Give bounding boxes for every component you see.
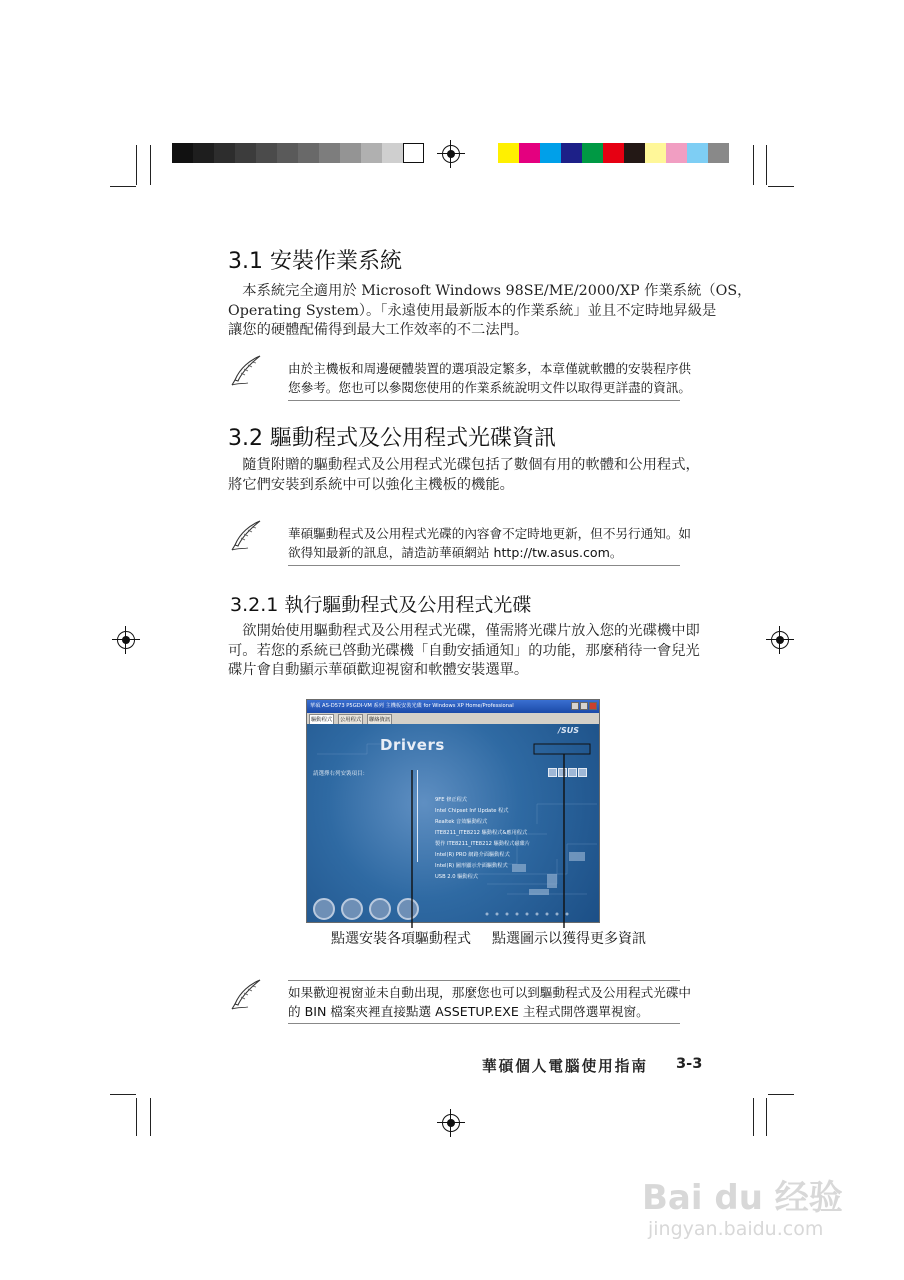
- color-swatch: [687, 143, 708, 163]
- final-note: [288, 983, 691, 1021]
- watermark-url: jingyan.baidu.com: [648, 1218, 824, 1240]
- callout-more-info: 點選圖示以獲得更多資訊: [492, 931, 646, 947]
- note-divider: [288, 1023, 680, 1024]
- section-3-1-paragraph: [228, 282, 752, 341]
- section-3-2-paragraph: [228, 456, 700, 495]
- section-3-1-heading: 3.1 安裝作業系統: [228, 249, 402, 274]
- menu-item[interactable]: 製作 ITE8211_ITE8212 驅動程式磁碟片: [435, 841, 530, 847]
- page-number: 3-3: [676, 1055, 703, 1072]
- color-swatch: [561, 143, 582, 163]
- color-swatch: [340, 143, 361, 163]
- registration-mark-left: [117, 631, 135, 649]
- color-swatch: [519, 143, 540, 163]
- tab-utilities[interactable]: 公用程式: [338, 714, 363, 724]
- menu-item[interactable]: 9FE 修正程式: [435, 797, 467, 803]
- registration-mark-right: [771, 631, 789, 649]
- note-line: 您參考。您也可以參閱您使用的作業系統說明文件以取得更詳盡的資訊。: [288, 380, 691, 395]
- paragraph-line: 本系統完全適用於 Microsoft Windows 98SE/ME/2000/XP 作業系統（OS，: [228, 283, 752, 299]
- menu-item[interactable]: Realtek 音效驅動程式: [435, 819, 488, 825]
- paragraph-line: 將它們安裝到系統中可以強化主機板的機能。: [228, 476, 514, 493]
- color-swatch: [645, 143, 666, 163]
- note-divider: [288, 980, 680, 981]
- window-titlebar: [307, 700, 599, 713]
- minimize-button[interactable]: [571, 702, 579, 710]
- note-feather-icon: [230, 354, 264, 386]
- window-title: 華碩 AS-D573 P5GDI-VM 系列 主機板安裝光碟 for Windows XP Home/Professional: [310, 703, 514, 709]
- note-line: 的 BIN 檔案夾裡直接點選 ASSETUP.EXE 主程式開啓選單視窗。: [288, 1004, 649, 1019]
- color-swatch: [708, 143, 729, 163]
- menu-item[interactable]: Intel(R) 圖形顯示介面驅動程式: [435, 863, 508, 869]
- color-swatch: [624, 143, 645, 163]
- close-button[interactable]: [589, 702, 597, 710]
- color-swatch: [540, 143, 561, 163]
- paragraph-line: 讓您的硬體配備得到最大工作效率的不二法門。: [228, 322, 529, 338]
- page-title: Drivers: [380, 736, 445, 754]
- paragraph-line: 欲開始使用驅動程式及公用程式光碟，僅需將光碟片放入您的光碟機中即: [228, 623, 700, 639]
- menu-item[interactable]: ITE8211_ITE8212 驅動程式&應用程式: [435, 830, 528, 836]
- note-line: 由於主機板和周邊硬體裝置的選項設定繁多，本章僅就軟體的安裝程序供: [288, 361, 691, 376]
- menu-item[interactable]: Intel Chipset Inf Update 程式: [435, 808, 509, 814]
- callout-install-drivers: 點選安裝各項驅動程式: [331, 931, 471, 947]
- registration-mark-top: [442, 145, 460, 163]
- color-swatch: [603, 143, 624, 163]
- note-divider: [288, 565, 680, 566]
- note-line: 欲得知最新的訊息，請造訪華碩網站 http://tw.asus.com。: [288, 545, 623, 560]
- color-swatch: [298, 143, 319, 163]
- section-3-2-note: [288, 524, 691, 562]
- tab-contact[interactable]: 聯絡資訊: [367, 714, 392, 724]
- paragraph-line: 可。若您的系統已啓動光碟機「自動安插通知」的功能，那麼稍待一會兒光: [228, 642, 700, 659]
- color-swatch: [666, 143, 687, 163]
- maximize-button[interactable]: [580, 702, 588, 710]
- window-tabs: [307, 713, 599, 724]
- color-swatch: [403, 143, 424, 163]
- paragraph-line: 碟片會自動顯示華碩歡迎視窗和軟體安裝選單。: [228, 662, 529, 678]
- color-swatch: [319, 143, 340, 163]
- note-feather-icon: [230, 978, 264, 1010]
- note-line: 如果歡迎視窗並未自動出現，那麼您也可以到驅動程式及公用程式光碟中: [288, 985, 691, 1000]
- paragraph-line: 隨貨附贈的驅動程式及公用程式光碟包括了數個有用的軟體和公用程式，: [228, 457, 700, 473]
- section-3-2-1-heading: 3.2.1 執行驅動程式及公用程式光碟: [230, 594, 532, 616]
- color-swatch: [193, 143, 214, 163]
- color-swatch: [277, 143, 298, 163]
- color-swatch: [361, 143, 382, 163]
- color-swatch: [235, 143, 256, 163]
- color-swatch: [582, 143, 603, 163]
- registration-mark-bottom: [442, 1114, 460, 1132]
- note-divider: [288, 400, 680, 401]
- paragraph-line: Operating System）。「永遠使用最新版本的作業系統」並且不定時地昇級是: [228, 302, 717, 319]
- tab-drivers[interactable]: 驅動程式: [309, 714, 334, 724]
- callout-leaders: [300, 740, 600, 940]
- asus-logo: /SUS: [558, 726, 579, 735]
- section-3-2-heading: 3.2 驅動程式及公用程式光碟資訊: [228, 426, 556, 451]
- section-3-1-note: [288, 359, 691, 397]
- book-title: 華碩個人電腦使用指南: [482, 1058, 648, 1075]
- menu-item[interactable]: Intel(R) PRO 網路介面驅動程式: [435, 852, 510, 858]
- menu-item[interactable]: USB 2.0 驅動程式: [435, 874, 478, 880]
- color-swatch: [214, 143, 235, 163]
- color-swatch: [256, 143, 277, 163]
- note-feather-icon: [230, 519, 264, 551]
- color-swatch: [498, 143, 519, 163]
- color-swatch: [382, 143, 403, 163]
- note-line: 華碩驅動程式及公用程式光碟的內容會不定時地更新，但不另行通知。如: [288, 526, 691, 541]
- install-prompt: 請選擇右列安裝項目：: [313, 771, 369, 777]
- watermark-brand: Bai du 经验: [642, 1178, 843, 1218]
- section-3-2-1-paragraph: [228, 622, 700, 681]
- color-swatch: [172, 143, 193, 163]
